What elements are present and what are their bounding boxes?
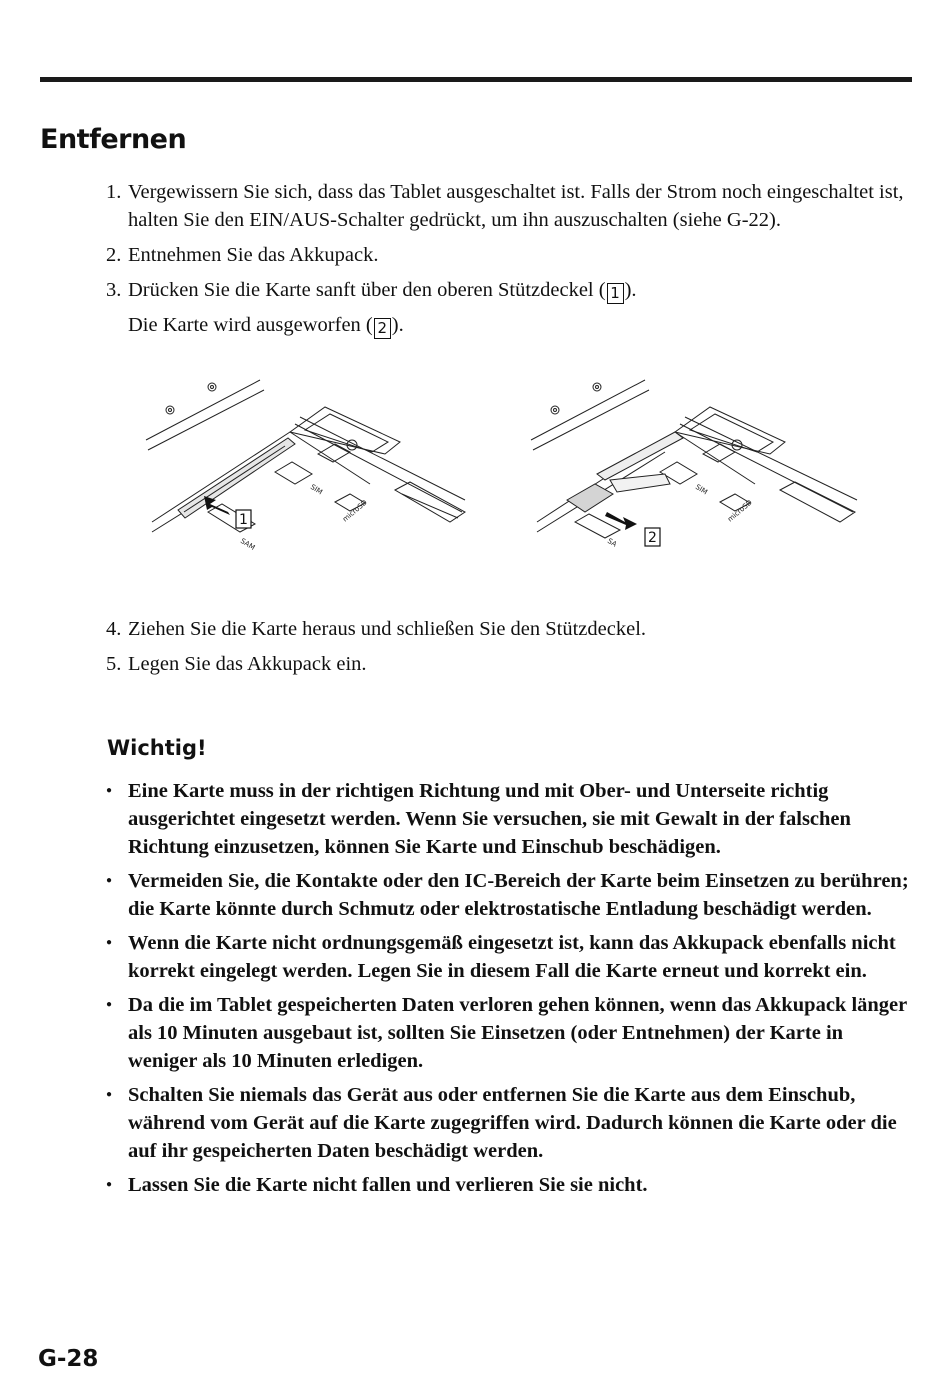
steps-list-part2 (106, 615, 906, 685)
slot-label-microsd: microSD (341, 498, 369, 524)
marker-1: 1 (239, 512, 248, 528)
marker-box: 1 (607, 283, 624, 304)
step-number: 2. (106, 244, 122, 266)
important-item: ● Lassen Sie die Karte nicht fallen und verlieren Sie sie nicht. (106, 1171, 914, 1199)
marker-2: 2 (648, 530, 657, 546)
important-item: ● Wenn die Karte nicht ordnungsgemäß eingesetzt ist, kann das Akkupack ebenfalls nicht korrekt eingelegt werden. Legen Sie in diesem Fall die Karte erneut und korrekt ein. (106, 929, 914, 985)
slot-label-microsd: microSD (726, 498, 754, 524)
step-item (106, 276, 906, 339)
step-item (106, 241, 906, 269)
step-text: Legen Sie das Akkupack ein. (128, 653, 367, 675)
top-rule (40, 77, 912, 82)
step-text: Drücken Sie die Karte sanft über den oberen Stützdeckel ( (128, 279, 606, 301)
eject-arrow-icon (605, 512, 637, 530)
step-text: Ziehen Sie die Karte heraus und schließen Sie den Stützdeckel. (128, 618, 647, 640)
step-text-end: ). (624, 279, 637, 301)
step-number: 5. (106, 653, 122, 675)
illustration-press (140, 372, 470, 572)
step-number: 3. (106, 279, 122, 301)
page-number: G-28 (38, 1346, 99, 1372)
slot-label-sam: SAM (238, 536, 257, 552)
illustration-eject (525, 372, 865, 572)
slot-label-sa: SA (605, 536, 619, 549)
step-number: 4. (106, 618, 122, 640)
step-text: Vergewissern Sie sich, dass das Tablet ausgeschaltet ist. Falls der Strom noch eingeschaltet ist, halten Sie den EIN/AUS-Schalter gedrückt, um ihn auszuschalten (siehe G-22). (128, 181, 904, 231)
subtext-a: Die Karte wird ausgeworfen ( (128, 314, 373, 336)
step-number: 1. (106, 181, 122, 203)
slot-label-sim: SIM (693, 482, 709, 497)
important-item: ● Vermeiden Sie, die Kontakte oder den IC-Bereich der Karte beim Einsetzen zu berühren; die Karte könnte durch Schmutz oder elektrostatische Entladung beschädigt werden. (106, 867, 914, 923)
steps-list-part1 (106, 178, 906, 346)
important-item: ● Da die im Tablet gespeicherten Daten verloren gehen können, wenn das Akkupack länger als 10 Minuten ausgebaut ist, sollten Sie Einsetzen (oder Entnehmen) der Karte in weniger als 10 Minuten erledigen. (106, 991, 914, 1075)
step-subtext (128, 311, 906, 339)
marker-box: 2 (374, 318, 391, 339)
card-removal-illustration (140, 372, 880, 572)
subtext-b: ). (391, 314, 404, 336)
step-text: Entnehmen Sie das Akkupack. (128, 244, 379, 266)
step-item (106, 615, 906, 643)
section-heading: Entfernen (40, 124, 187, 155)
step-item (106, 650, 906, 678)
important-item: ● Eine Karte muss in der richtigen Richtung und mit Ober- und Unterseite richtig ausgerichtet eingesetzt werden. Wenn Sie versuchen, sie mit Gewalt in der falschen Richtung einzusetzen, können Sie Karte und Einschub beschädigen. (106, 777, 914, 861)
important-item: ● Schalten Sie niemals das Gerät aus oder entfernen Sie die Karte aus dem Einschub, während vom Gerät auf die Karte zugegriffen wird. Dadurch können die Karte oder die auf ihr gespeicherten Daten beschädigt werden. (106, 1081, 914, 1165)
step-item (106, 178, 906, 234)
important-heading: Wichtig! (107, 736, 207, 760)
slot-label-sim: SIM (308, 482, 324, 497)
important-list (106, 777, 914, 1205)
